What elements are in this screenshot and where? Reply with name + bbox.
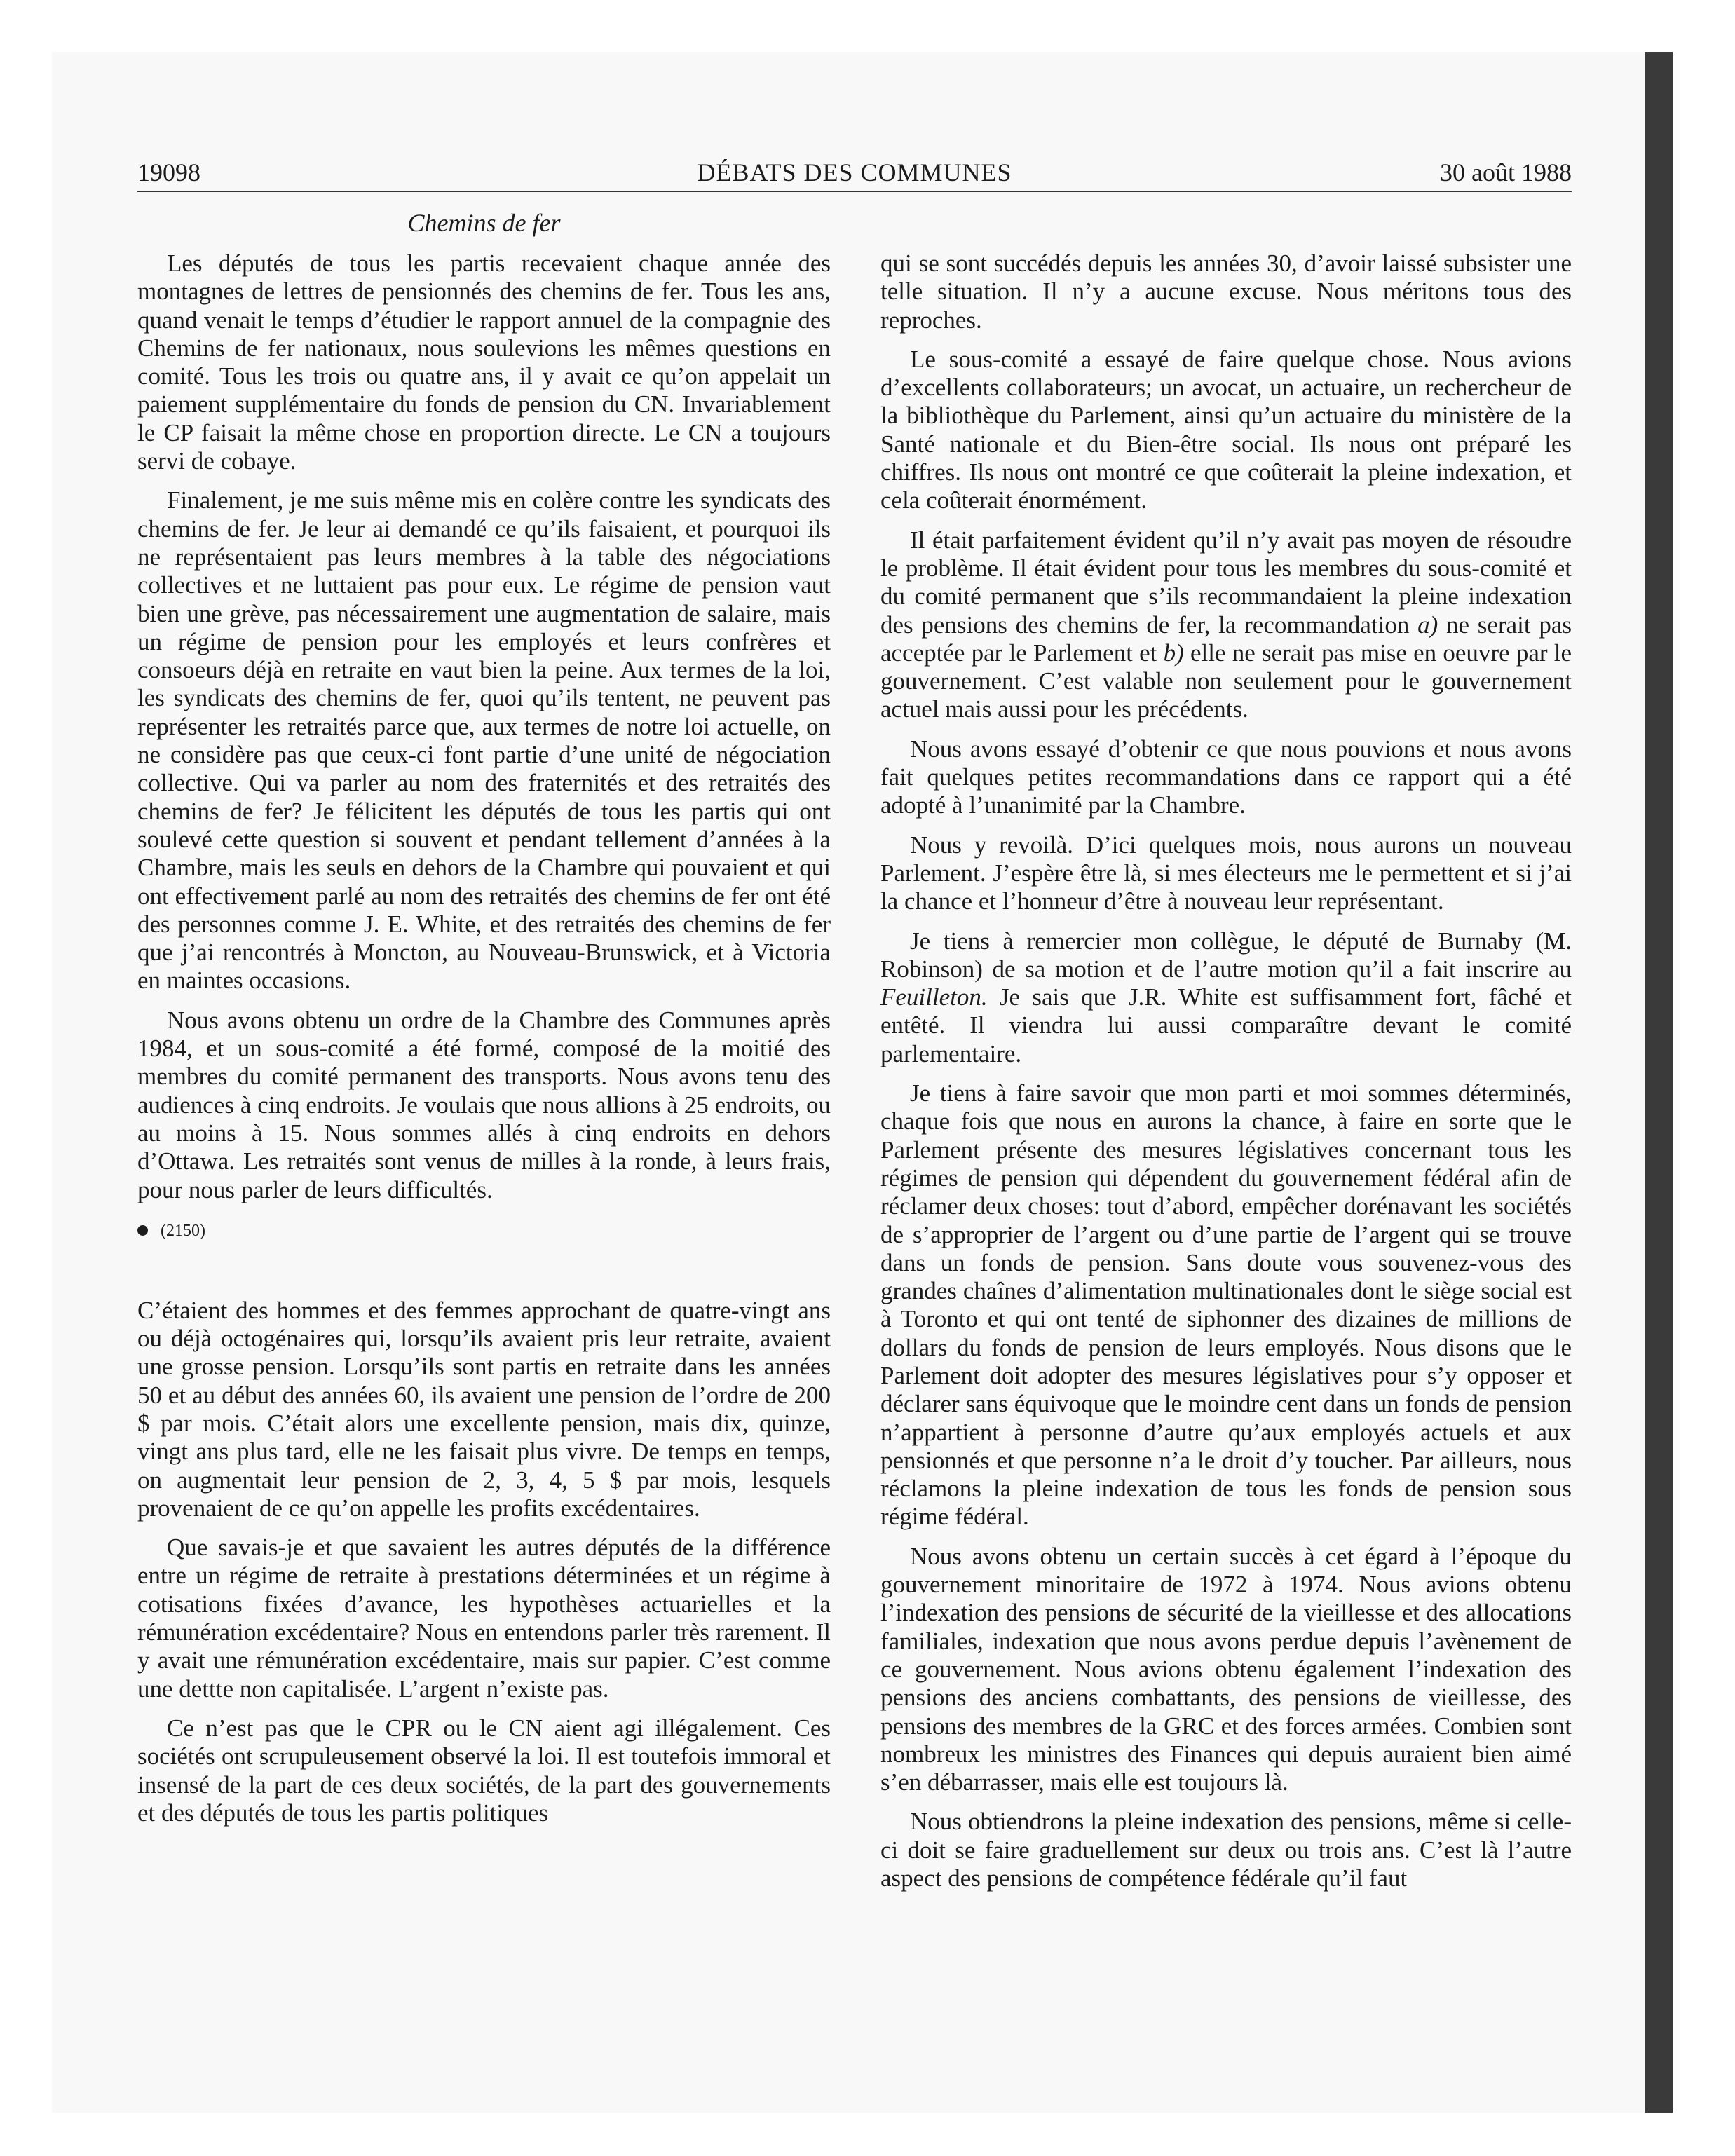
right-column <box>880 250 1572 1904</box>
paragraph-text: Je tiens à remercier mon collègue, le député de Burnaby (M. Robinson) de sa motion et de l’autre motion qu’il a fait inscrire au <box>880 927 1572 983</box>
time-marker <box>137 1220 831 1242</box>
paragraph-text: C’étaient des hommes et des femmes approchant de quatre-vingt ans ou déjà octogénaires qui, lorsqu’ils avaient pris leur retraite, avaient une grosse pension. Lorsqu’ils sont partis en retraite dans les années 50 et au début des années 60, ils avaient une pension de l’ordre de 200 $ par mois. C’était alors une excellente pension, mais dix, quinze, vingt ans plus tard, elle ne les faisait plus vivre. De temps en temps, on augmentait leur pension de 2, 3, 4, 5 $ par mois, lesquels provenaient de ce qu’on appelle les profits excédentaires. <box>137 1296 831 1522</box>
bullet-icon <box>137 1225 148 1236</box>
paragraph <box>880 346 1572 515</box>
paragraph <box>137 1297 831 1522</box>
paragraph <box>137 1534 831 1703</box>
paragraph-text: Le sous-comité a essayé de faire quelque chose. Nous avions d’excellents collaborateurs; un avocat, un actuaire, un rechercheur de la bibliothèque du Parlement, ainsi qu’un actuaire du ministère de la Santé nationale et du Bien-être social. Ils nous ont préparé les chiffres. Ils nous ont montré ce que coûterait la pleine indexation, et cela coûterait énormément. <box>880 345 1572 514</box>
section-subject: Chemins de fer <box>407 209 561 237</box>
paragraph <box>880 526 1572 724</box>
italic-text: b) <box>1163 639 1184 667</box>
paragraph <box>880 1808 1572 1892</box>
paragraph-text: qui se sont succédés depuis les années 30, d’avoir laissé subsister une telle situation. Il n’y a aucune excuse. Nous méritons tous des reproches. <box>880 250 1572 334</box>
left-column-paragraphs <box>137 250 831 1204</box>
paragraph-text: Ce n’est pas que le CPR ou le CN aient agi illégalement. Ces sociétés ont scrupuleusement observé la loi. Il est toutefois immoral et insensé de la part de ces deux sociétés, de la part des gouvernements et des députés de tous les partis politiques <box>137 1714 831 1827</box>
paragraph-text: Nous avons essayé d’obtenir ce que nous pouvions et nous avons fait quelques petites recommandations dans ce rapport qui a été adopté à l’unanimité par la Chambre. <box>880 735 1572 819</box>
paragraph <box>880 927 1572 1068</box>
paragraph <box>880 1079 1572 1531</box>
paragraph-text: Nous avons obtenu un ordre de la Chambre des Communes après 1984, et un sous-comité a été formé, composé de la moitié des membres du comité permanent des transports. Nous avons tenu des audiences à cinq endroits. Je voulais que nous allions à 25 endroits, ou au moins à 15. Nous sommes allés à cinq endroits en dehors d’Ottawa. Les retraités sont venus de milles à la ronde, à leurs frais, pour nous parler de leurs difficultés. <box>137 1006 831 1203</box>
paragraph-text: Nous obtiendrons la pleine indexation des pensions, même si celle-ci doit se faire graduellement sur deux ou trois ans. C’est là l’autre aspect des pensions de compétence fédérale qu’il faut <box>880 1808 1572 1892</box>
paragraph <box>137 1007 831 1204</box>
paragraph-text: Je sais que J.R. White est suffisamment fort, fâché et entêté. Il viendra lui aussi comparaître devant le comité parlementaire. <box>880 983 1572 1067</box>
paragraph-text: Nous y revoilà. D’ici quelques mois, nous aurons un nouveau Parlement. J’espère être là, si mes électeurs me le permettent et si j’ai la chance et l’honneur d’être à nouveau leur représentant. <box>880 831 1572 915</box>
paragraph-text: Que savais-je et que savaient les autres députés de la différence entre un régime de retraite à prestations déterminées et un régime à cotisations fixées d’avance, les hypothèses actuarielles et la rémunération excédentaire? Nous en entendons parler très rarement. Il y avait une rémunération excédentaire, mais sur papier. C’est comme une dettte non capitalisée. L’argent n’existe pas. <box>137 1534 831 1703</box>
paragraph <box>880 831 1572 916</box>
paragraph <box>880 735 1572 820</box>
publication-date: 30 août 1988 <box>1440 158 1572 186</box>
italic-text: a) <box>1417 610 1438 639</box>
time-marker-text: (2150) <box>161 1221 205 1240</box>
paragraph-text: Les députés de tous les partis recevaient chaque année des montagnes de lettres de pensionnés des chemins de fer. Tous les ans, quand venait le temps d’étudier le rapport annuel de la compagnie des Chemins de fer nationaux, nous soulevions les mêmes questions en comité. Tous les trois ou quatre ans, il y avait ce qu’on appelait un paiement supplémentaire du fonds de pension du CN. Invariablement le CP faisait la même chose en proportion directe. Le CN a toujours servi de cobaye. <box>137 250 831 475</box>
paragraph-text: Je tiens à faire savoir que mon parti et moi sommes déterminés, chaque fois que nous en aurons la chance, à faire en sorte que le Parlement présente des mesures législatives concernant tous les régimes de pension qui dépendent du gouvernement fédéral afin de réclamer deux choses: tout d’abord, empêcher dorénavant les sociétés de s’approprier de l’argent ou d’une partie de l’argent qui se trouve dans un fonds de pension. Sans doute vous souvenez-vous des grandes chaînes d’alimentation multinationales dont le siège social est à Toronto et qui ont tenté de siphonner des dizaines de millions de dollars du fonds de pension de leurs employés. Nous disons que le Parlement doit adopter des mesures législatives pour s’y opposer et déclarer sans équivoque que le moindre cent dans un fonds de pension n’appartient à personne d’autre qu’aux employés actuels et aux pensionnés et que personne n’a le droit d’y toucher. Par ailleurs, nous réclamons la pleine indexation de tous les fonds de pension sous régime fédéral. <box>880 1079 1572 1531</box>
paragraph <box>880 250 1572 334</box>
paragraph-text: elle ne serait pas mise en oeuvre par le gouvernement. C’est valable non seulement pour le gouvernement actuel mais aussi pour les précédents. <box>880 639 1572 723</box>
page-header <box>137 154 1572 191</box>
italic-text: Feuilleton. <box>880 983 988 1011</box>
scan-edge-shadow <box>1645 52 1673 2113</box>
paragraph <box>137 1714 831 1827</box>
paragraph <box>137 486 831 995</box>
paragraph-text: Il était parfaitement évident qu’il n’y avait pas moyen de résoudre le problème. Il était évident pour tous les membres du sous-comité et du comité permanent que s’ils recommandaient la pleine indexation des pensions des chemins de fer, la recommandation <box>880 526 1572 639</box>
left-column <box>137 250 831 1838</box>
page-number: 19098 <box>137 158 200 186</box>
left-column-paragraphs-after <box>137 1297 831 1827</box>
right-column-paragraphs <box>880 250 1572 1892</box>
paragraph <box>880 1543 1572 1797</box>
header-rule <box>137 191 1572 192</box>
publication-title: DÉBATS DES COMMUNES <box>697 158 1012 186</box>
paragraph-text: Finalement, je me suis même mis en colère contre les syndicats des chemins de fer. Je leur ai demandé ce qu’ils faisaient, et pourquoi ils ne représentaient pas leurs membres à la table des négociations collectives et ne luttaient pas pour eux. Le régime de pension vaut bien une grève, pas nécessairement une augmentation de salaire, mais un régime de pension pour les employés et leurs confrères et consoeurs déjà en retraite en vaut bien la peine. Aux termes de la loi, les syndicats des chemins de fer, quoi qu’ils tentent, ne peuvent pas représenter les retraités parce que, aux termes de notre loi actuelle, on ne considère pas que ceux-ci font partie d’une unité de négociation collective. Qui va parler au nom des fraternités et des retraités des chemins de fer? Je félicitent les députés de tous les partis qui ont soulevé cette question si souvent et pendant tellement d’années à la Chambre, mais les seuls en dehors de la Chambre qui pouvaient et qui ont effectivement parlé au nom des retraités des chemins de fer ont été des personnes comme J. E. White, et des retraités des chemins de fer que j’ai rencontrés à Moncton, au Nouveau-Brunswick, et à Victoria en maintes occasions. <box>137 486 831 995</box>
paragraph-text: ne serait pas acceptée par le Parlement et <box>880 610 1572 667</box>
paragraph-text: Nous avons obtenu un certain succès à cet égard à l’époque du gouvernement minoritaire de 1972 à 1974. Nous avions obtenu l’indexation des pensions de sécurité de la vieillesse et des allocations familiales, indexation que nous avons perdue depuis l’avènement de ce gouvernement. Nous avions obtenu également l’indexation des pensions des anciens combattants, des pensions de vieillesse, des pensions des membres de la GRC et des forces armées. Combien sont nombreux les ministres des Finances qui depuis auraient bien aimé s’en débarrasser, mais elle est toujours là. <box>880 1542 1572 1796</box>
paragraph <box>137 250 831 475</box>
